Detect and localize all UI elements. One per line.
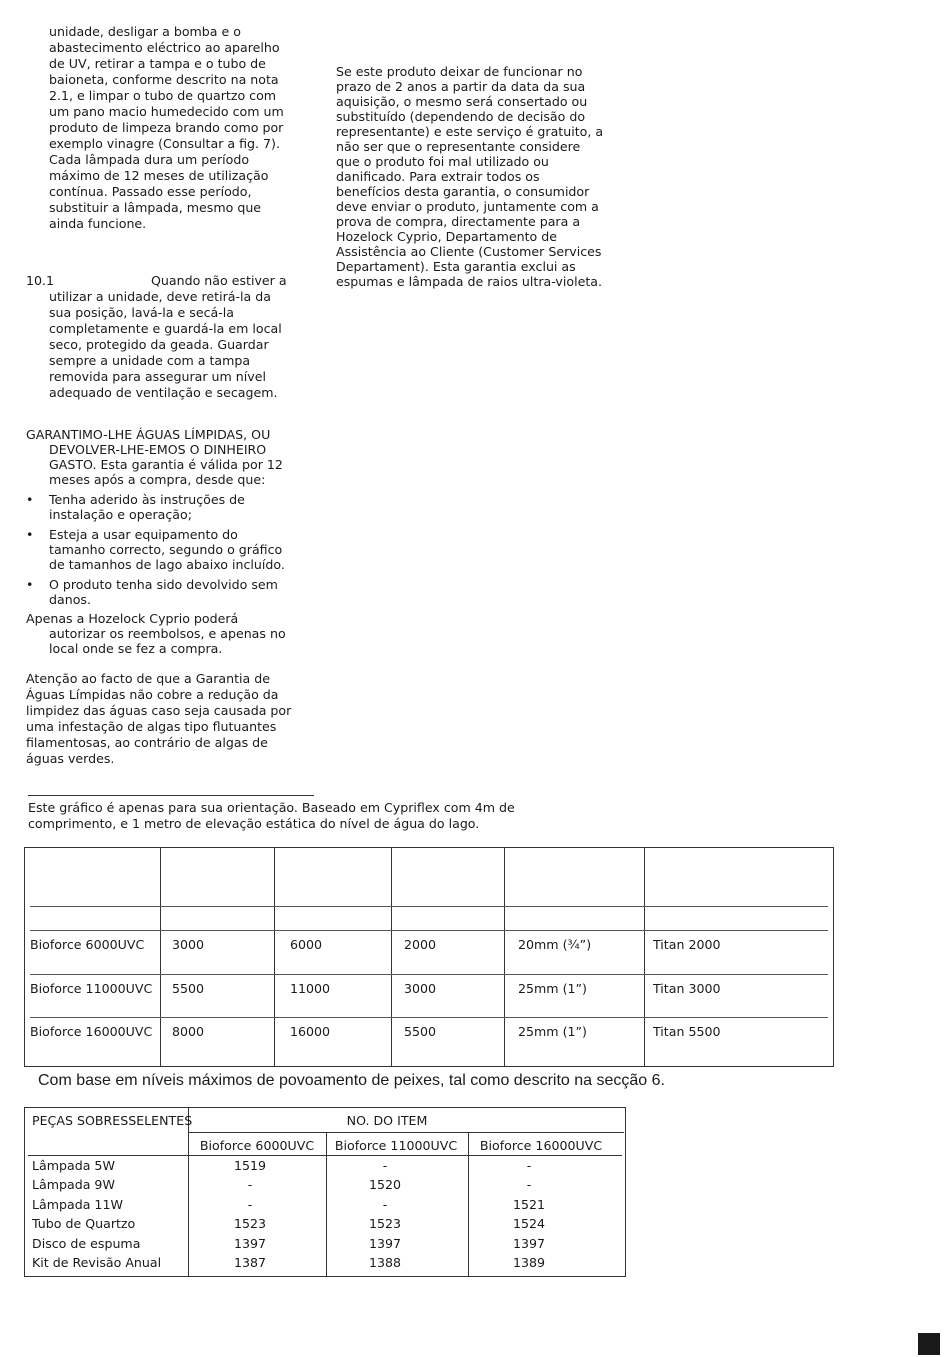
section-10-1: [26, 273, 316, 401]
table-cell: 5500: [172, 981, 205, 996]
part-name: Lâmpada 5W: [32, 1158, 115, 1173]
table-row-divider: [30, 930, 828, 931]
table-cell: Titan 2000: [653, 937, 721, 952]
table-column-divider: [391, 848, 392, 1066]
table-cell: 25mm (1”): [518, 1024, 587, 1039]
bullet-item: • Esteja a usar equipamento do tamanho correcto, segundo o gráfico de tamanhos de lago abaixo incluído.: [26, 527, 298, 572]
table-column-divider: [504, 848, 505, 1066]
footnote-rule: [28, 795, 314, 796]
parts-header-group: NO. DO ITEM: [346, 1113, 428, 1128]
table-cell: 16000: [290, 1024, 331, 1039]
table-cell: Titan 3000: [653, 981, 721, 996]
part-value: -: [382, 1158, 388, 1173]
table-cell: 5500: [404, 1024, 437, 1039]
parts-model-header: Bioforce 6000UVC: [199, 1138, 315, 1153]
part-value: 1387: [233, 1255, 267, 1270]
part-name: Disco de espuma: [32, 1236, 141, 1251]
algae-note: [26, 671, 316, 767]
table-column-divider: [644, 848, 645, 1066]
stocking-note: Com base em níveis máximos de povoamento de peixes, tal como descrito na secção 6.: [38, 1072, 665, 1089]
bullet-item: • Tenha aderido às instruções de instalação e operação;: [26, 492, 298, 522]
table-column-divider: [160, 848, 161, 1066]
part-value: 1388: [368, 1255, 402, 1270]
table-cell: Titan 5500: [653, 1024, 721, 1039]
table-column-divider: [274, 848, 275, 1066]
care-paragraph-text: unidade, desligar a bomba e o abastecimento eléctrico ao aparelho de UV, retirar a tampa e o tubo de baioneta, conforme descrito na nota 2.1, e limpar o tubo de quartzo com um pano macio humedecido com um produto de limpeza brando como por exemplo vinagre (Consultar a fig. 7). Cada lâmpada dura um período máximo de 12 meses de utilização contínua. Passado esse período, substituir a lâmpada, mesmo que ainda funcione.: [49, 24, 284, 231]
part-value: 1521: [512, 1197, 546, 1212]
section-body: utilizar a unidade, deve retirá-la da sua posição, lavá-la e secá-la completamente e guardá-la em local seco, protegido da geada. Guardar sempre a unidade com a tampa removida para assegurar um nível adequado de ventilação e secagem.: [49, 289, 282, 400]
part-value: 1397: [512, 1236, 546, 1251]
model-cell: Bioforce 16000UVC: [30, 1024, 153, 1039]
part-value: 1389: [512, 1255, 546, 1270]
table-cell: 2000: [404, 937, 437, 952]
model-cell: Bioforce 6000UVC: [30, 937, 145, 952]
table-row-divider: [30, 906, 828, 907]
guarantee-section: [26, 427, 298, 656]
part-value: 1397: [233, 1236, 267, 1251]
model-cell: Bioforce 11000UVC: [30, 981, 153, 996]
part-value: -: [247, 1197, 253, 1212]
table-cell: 20mm (¾”): [518, 937, 592, 952]
part-value: 1519: [233, 1158, 267, 1173]
table-cell: 8000: [172, 1024, 205, 1039]
algae-note-text: Atenção ao facto de que a Garantia de Águas Límpidas não cobre a redução da limpidez das águas caso seja causada por uma infestação de algas tipo flutuantes filamentosas, ao contrário de algas de águas verdes.: [26, 671, 292, 766]
bullet-item: • O produto tenha sido devolvido sem danos.: [26, 577, 298, 607]
table-cell: 3000: [172, 937, 205, 952]
warranty-text: Se este produto deixar de funcionar no prazo de 2 anos a partir da data da sua aquisição, o mesmo será consertado ou substituído (dependendo de decisão do representante) e este serviço é gratuito, a não ser que o representante considere que o produto foi mal utilizado ou danificado. Para extrair todos os benefícios desta garantia, o consumidor deve enviar o produto, juntamente com a prova de compra, directamente para a Hozelock Cyprio, Departamento de Assistência ao Cliente (Customer Services Departament). Esta garantia exclui as espumas e lâmpada de raios ultra-violeta.: [336, 64, 604, 289]
section-first-line: Quando não estiver a: [151, 273, 287, 288]
footnote-text: Este gráfico é apenas para sua orientação. Baseado em Cypriflex com 4m de comprimento, e 1 metro de elevação estática do nível de água do lago.: [28, 800, 515, 831]
part-name: Lâmpada 11W: [32, 1197, 123, 1212]
table-row-divider: [30, 974, 828, 975]
warranty-section: [336, 64, 626, 289]
part-value: 1523: [233, 1216, 267, 1231]
part-value: 1520: [368, 1177, 402, 1192]
guarantee-intro: GARANTIMO-LHE ÁGUAS LÍMPIDAS, OU DEVOLVER-LHE-EMOS O DINHEIRO GASTO. Esta garantia é válida por 12 meses após a compra, desde que:: [26, 427, 283, 487]
parts-header-left: PEÇAS SOBRESSELENTES: [32, 1113, 193, 1128]
parts-table-divider: [188, 1132, 624, 1133]
care-paragraph-continued: [49, 24, 319, 232]
part-value: -: [526, 1158, 532, 1173]
part-name: Tubo de Quartzo: [32, 1216, 136, 1231]
part-value: 1524: [512, 1216, 546, 1231]
page-corner-marker: [918, 1333, 940, 1355]
part-value: 1397: [368, 1236, 402, 1251]
parts-table-divider: [28, 1155, 622, 1156]
footnote: [28, 800, 548, 832]
part-value: -: [526, 1177, 532, 1192]
refund-note: Apenas a Hozelock Cyprio poderá autorizar os reembolsos, e apenas no local onde se fez a compra.: [26, 611, 286, 656]
part-value: -: [382, 1197, 388, 1212]
parts-model-header: Bioforce 16000UVC: [479, 1138, 603, 1153]
table-cell: 3000: [404, 981, 437, 996]
table-cell: 6000: [290, 937, 323, 952]
part-name: Lâmpada 9W: [32, 1177, 115, 1192]
part-value: 1523: [368, 1216, 402, 1231]
table-cell: 11000: [290, 981, 331, 996]
part-name: Kit de Revisão Anual: [32, 1255, 162, 1270]
table-row-divider: [30, 1017, 828, 1018]
table-cell: 25mm (1”): [518, 981, 587, 996]
section-number: 10.1: [26, 273, 55, 288]
parts-model-header: Bioforce 11000UVC: [334, 1138, 458, 1153]
part-value: -: [247, 1177, 253, 1192]
